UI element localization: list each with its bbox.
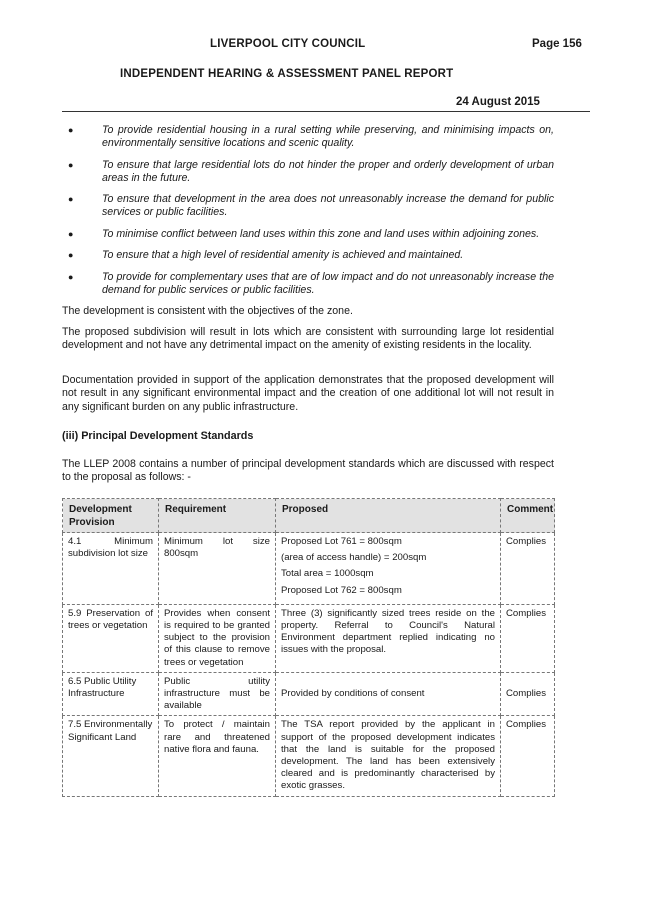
table-row bbox=[63, 533, 555, 605]
comment-cell: Complies bbox=[501, 533, 555, 605]
proposed-cell bbox=[276, 533, 501, 605]
bullet-icon: ● bbox=[68, 271, 74, 282]
objective-text: To minimise conflict between land uses within this zone and land uses within adjoining zones. bbox=[102, 227, 540, 240]
proposed-line: (area of access handle) = 200sqm bbox=[281, 552, 427, 564]
comment-cell: Complies bbox=[501, 672, 555, 716]
proposed-line: Proposed Lot 762 = 800sqm bbox=[281, 584, 402, 596]
provision-cell: 7.5 Environmentally Significant Land bbox=[63, 716, 159, 796]
proposed-line: Proposed Lot 761 = 800sqm bbox=[281, 536, 402, 547]
objective-text: To ensure that a high level of residential amenity is achieved and maintained. bbox=[102, 249, 464, 261]
table-row bbox=[63, 716, 555, 796]
objective-item bbox=[62, 159, 554, 185]
comment-cell: Complies bbox=[501, 604, 555, 672]
subdivision-paragraph: The proposed subdivision will result in lots which are consistent with surrounding large lot residential development and not have any detrimental impact on the amenity of existing residents in the locality. bbox=[62, 326, 554, 352]
report-date: 24 August 2015 bbox=[456, 96, 540, 108]
proposed-line: Total area = 1000sqm bbox=[281, 568, 374, 580]
proposed-cell: The TSA report provided by the applicant in support of the proposed development indicates that the land is suitable for the proposed development. The land has been extensively cleared and is predominantly characterised by exotic grasses. bbox=[276, 716, 501, 796]
requirement-cell: To protect / maintain rare and threatened native flora and fauna. bbox=[159, 716, 276, 796]
table-row bbox=[63, 672, 555, 716]
objective-text: To ensure that development in the area does not unreasonably increase the demand for public services or public facilities. bbox=[102, 193, 554, 218]
objective-item bbox=[62, 271, 554, 297]
proposed-cell: Provided by conditions of consent bbox=[276, 672, 501, 716]
column-header-comment: Comment bbox=[501, 499, 555, 533]
provision-cell: 6.5 Public Utility Infrastructure bbox=[63, 672, 159, 716]
intro-paragraph: The LLEP 2008 contains a number of principal development standards which are discussed with respect to the proposal as follows: - bbox=[62, 458, 554, 484]
bullet-icon: ● bbox=[68, 228, 74, 239]
comment-cell: Complies bbox=[501, 716, 555, 796]
column-header-requirement: Requirement bbox=[159, 499, 276, 533]
table-row bbox=[63, 604, 555, 672]
bullet-icon: ● bbox=[68, 194, 74, 204]
proposed-cell: Three (3) significantly sized trees reside on the property. Referral to Council's Natural Environment department replied indicating no issues with the proposal. bbox=[276, 604, 501, 672]
objective-item bbox=[62, 193, 554, 219]
report-title: INDEPENDENT HEARING & ASSESSMENT PANEL REPORT bbox=[120, 68, 454, 80]
development-standards-table bbox=[62, 498, 555, 797]
header-divider bbox=[62, 111, 590, 112]
provision-cell: 4.1 Minimum subdivision lot size bbox=[63, 533, 159, 605]
objective-item bbox=[62, 228, 554, 241]
objective-text: To provide residential housing in a rural setting while preserving, and minimising impacts on, environmentally sensitive locations and scenic quality. bbox=[102, 124, 554, 149]
objective-item bbox=[62, 124, 554, 150]
objective-text: To provide for complementary uses that are of low impact and do not unreasonably increase the demand for public services or public facilities. bbox=[102, 270, 554, 296]
consistency-paragraph: The development is consistent with the objectives of the zone. bbox=[62, 305, 353, 317]
requirement-cell: Provides when consent is required to be granted subject to the provision of this clause to remove trees or vegetation bbox=[159, 604, 276, 672]
objective-text: To ensure that large residential lots do not hinder the proper and orderly development of urban areas in the future. bbox=[102, 158, 554, 184]
documentation-paragraph: Documentation provided in support of the application demonstrates that the proposed development will not result in any significant environmental impact and the creation of one additional lot will not result in any significant burden on any public infrastructure. bbox=[62, 374, 554, 413]
page-number: Page 156 bbox=[532, 38, 582, 50]
objective-item bbox=[62, 249, 554, 262]
requirement-cell: Minimum lot size 800sqm bbox=[159, 533, 276, 605]
table-header-row bbox=[63, 499, 555, 533]
section-heading: (iii) Principal Development Standards bbox=[62, 430, 254, 442]
provision-cell: 5.9 Preservation of trees or vegetation bbox=[63, 604, 159, 672]
column-header-provision: Development Provision bbox=[63, 499, 159, 533]
zone-objectives-list bbox=[62, 124, 554, 305]
column-header-proposed: Proposed bbox=[276, 499, 501, 533]
bullet-icon: ● bbox=[68, 159, 74, 170]
requirement-cell: Public utility infrastructure must be available bbox=[159, 672, 276, 716]
bullet-icon: ● bbox=[68, 250, 74, 260]
council-name: LIVERPOOL CITY COUNCIL bbox=[210, 38, 366, 50]
bullet-icon: ● bbox=[68, 125, 74, 135]
